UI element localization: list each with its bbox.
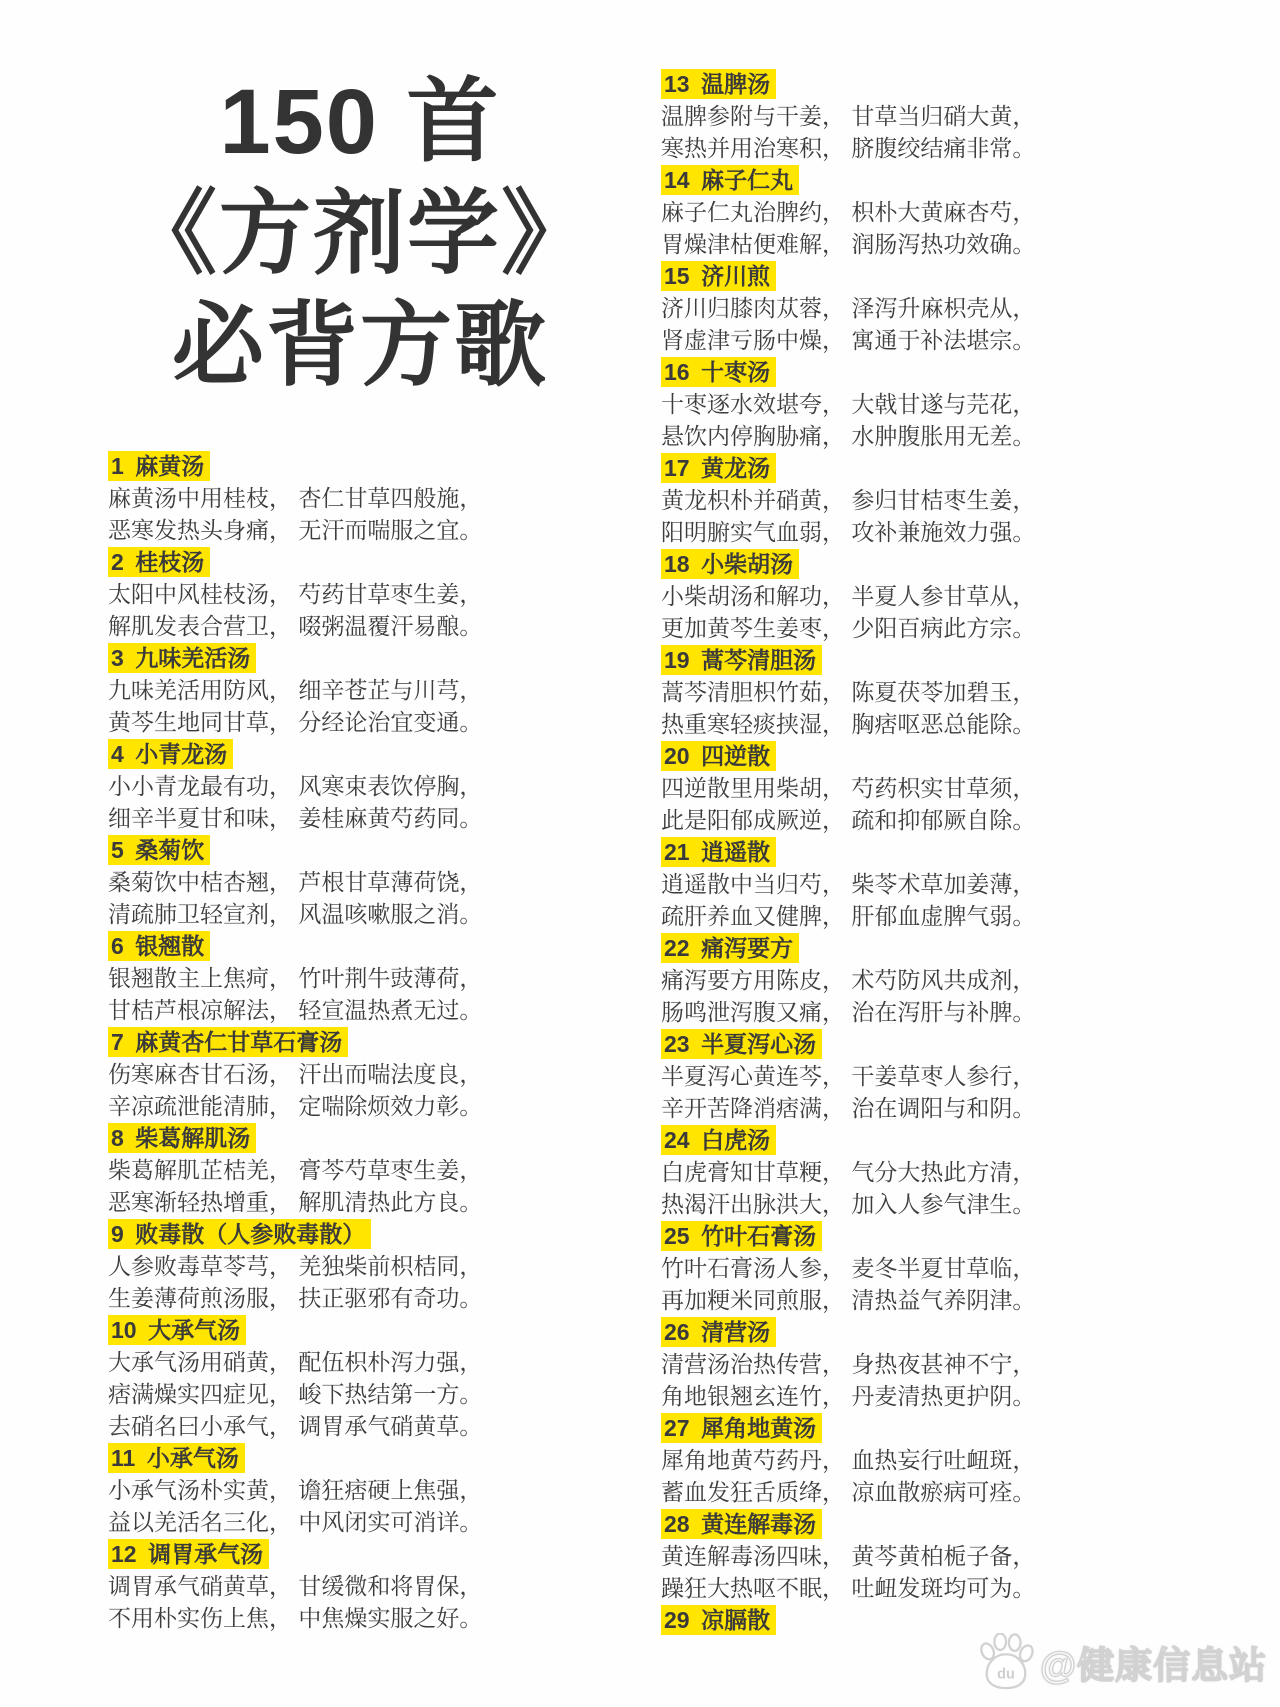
formula-verse-line: 小小青龙最有功， 风寒束表饮停胸， xyxy=(108,773,483,799)
formula-title-highlight: 15 济川煎 xyxy=(661,261,776,291)
formula-verse-line: 九味羌活用防风， 细辛苍芷与川芎， xyxy=(108,677,483,703)
formula-verse-line: 躁狂大热呕不眠， 吐衄发斑均可为。 xyxy=(661,1575,1036,1601)
left-column xyxy=(108,450,528,1634)
formula-verse-line: 恶寒发热头身痛， 无汗而喘服之宜。 xyxy=(108,517,483,543)
formula-verse-line: 黄龙枳朴并硝黄， 参归甘桔枣生姜， xyxy=(661,487,1036,513)
formula-title-row xyxy=(661,1604,1081,1636)
formula-title-row xyxy=(108,834,528,866)
watermark xyxy=(975,1633,1267,1691)
formula-title-row xyxy=(108,1026,528,1058)
formula-verse-line: 细辛半夏甘和味， 姜桂麻黄芍药同。 xyxy=(108,805,483,831)
formula-title-row xyxy=(108,1314,528,1346)
formula-entry xyxy=(108,1442,528,1538)
formula-entry xyxy=(108,1538,528,1634)
page-title-line-1: 150 首 xyxy=(219,71,501,173)
formula-verse-line: 不用朴实伤上焦， 中焦燥实服之好。 xyxy=(108,1605,483,1631)
formula-entry xyxy=(661,1508,1081,1604)
formula-title-row xyxy=(661,68,1081,100)
formula-title-highlight: 6 银翘散 xyxy=(108,931,210,961)
formula-title-highlight: 1 麻黄汤 xyxy=(108,451,210,481)
formula-title-row xyxy=(661,1028,1081,1060)
formula-title-row xyxy=(661,836,1081,868)
formula-verse-line: 悬饮内停胸胁痛， 水肿腹胀用无差。 xyxy=(661,423,1036,449)
formula-title-row xyxy=(108,738,528,770)
formula-verse-line: 寒热并用治寒积， 脐腹绞结痛非常。 xyxy=(661,135,1036,161)
paw-du-label: du xyxy=(997,1666,1015,1683)
formula-title-row xyxy=(108,1442,528,1474)
formula-title-highlight: 20 四逆散 xyxy=(661,741,776,771)
formula-verse-line: 半夏泻心黄连芩， 干姜草枣人参行， xyxy=(661,1063,1036,1089)
formula-title-highlight: 19 蒿芩清胆汤 xyxy=(661,645,822,675)
formula-title-row xyxy=(661,452,1081,484)
formula-verse-line: 辛开苦降消痞满， 治在调阳与和阴。 xyxy=(661,1095,1036,1121)
formula-entry xyxy=(661,356,1081,452)
formula-title-highlight: 25 竹叶石膏汤 xyxy=(661,1221,822,1251)
formula-title-highlight: 10 大承气汤 xyxy=(108,1315,246,1345)
formula-entry xyxy=(108,1314,528,1442)
formula-title-highlight: 2 桂枝汤 xyxy=(108,547,210,577)
page-title-line-3: 必背方歌 xyxy=(171,295,548,397)
formula-title-highlight: 24 白虎汤 xyxy=(661,1125,776,1155)
formula-verse-line: 小柴胡汤和解功， 半夏人参甘草从， xyxy=(661,583,1036,609)
formula-entry xyxy=(661,644,1081,740)
page-title xyxy=(88,66,632,402)
formula-entry xyxy=(661,1604,1081,1636)
formula-entry xyxy=(661,1412,1081,1508)
formula-verse-line: 黄芩生地同甘草， 分经论治宜变通。 xyxy=(108,709,483,735)
page-title-line-2: 《方剂学》 xyxy=(124,183,595,285)
formula-entry xyxy=(661,836,1081,932)
formula-entry xyxy=(108,1218,528,1314)
formula-verse-line: 疏肝养血又健脾， 肝郁血虚脾气弱。 xyxy=(661,903,1036,929)
formula-title-row xyxy=(661,548,1081,580)
formula-verse-line: 竹叶石膏汤人参， 麦冬半夏甘草临， xyxy=(661,1255,1036,1281)
formula-title-highlight: 14 麻子仁丸 xyxy=(661,165,799,195)
formula-verse-line: 太阳中风桂枝汤， 芍药甘草枣生姜， xyxy=(108,581,483,607)
formula-title-row xyxy=(661,356,1081,388)
formula-verse-line: 人参败毒草苓芎， 羌独柴前枳桔同， xyxy=(108,1253,483,1279)
formula-title-highlight: 16 十枣汤 xyxy=(661,357,776,387)
formula-verse-line: 犀角地黄芍药丹， 血热妄行吐衄斑， xyxy=(661,1447,1036,1473)
formula-verse-line: 肠鸣泄泻腹又痛， 治在泻肝与补脾。 xyxy=(661,999,1036,1025)
formula-entry xyxy=(661,740,1081,836)
formula-title-row xyxy=(661,1508,1081,1540)
formula-entry xyxy=(108,1026,528,1122)
right-column xyxy=(661,68,1081,1636)
formula-title-highlight: 3 九味羌活汤 xyxy=(108,643,256,673)
formula-entry xyxy=(661,1316,1081,1412)
formula-title-highlight: 4 小青龙汤 xyxy=(108,739,233,769)
formula-title-row xyxy=(661,1220,1081,1252)
formula-verse-line: 蓄血发狂舌质绛， 凉血散瘀病可痊。 xyxy=(661,1479,1036,1505)
formula-verse-line: 桑菊饮中桔杏翘， 芦根甘草薄荷饶， xyxy=(108,869,483,895)
formula-title-row xyxy=(108,450,528,482)
formula-verse-line: 再加粳米同煎服， 清热益气养阴津。 xyxy=(661,1287,1036,1313)
formula-entry xyxy=(108,834,528,930)
formula-entry xyxy=(108,546,528,642)
formula-verse-line: 麻黄汤中用桂枝， 杏仁甘草四般施， xyxy=(108,485,483,511)
formula-verse-line: 银翘散主上焦疴， 竹叶荆牛豉薄荷， xyxy=(108,965,483,991)
formula-title-highlight: 27 犀角地黄汤 xyxy=(661,1413,822,1443)
formula-entry xyxy=(108,450,528,546)
formula-title-row xyxy=(108,642,528,674)
formula-title-highlight: 8 柴葛解肌汤 xyxy=(108,1123,256,1153)
formula-title-highlight: 29 凉膈散 xyxy=(661,1605,776,1635)
formula-verse-line: 热渴汗出脉洪大， 加入人参气津生。 xyxy=(661,1191,1036,1217)
formula-verse-line: 十枣逐水效堪夸， 大戟甘遂与芫花， xyxy=(661,391,1036,417)
formula-verse-line: 恶寒渐轻热增重， 解肌清热此方良。 xyxy=(108,1189,483,1215)
formula-entry xyxy=(661,452,1081,548)
formula-title-highlight: 5 桑菊饮 xyxy=(108,835,210,865)
formula-title-row xyxy=(661,164,1081,196)
formula-title-row xyxy=(661,260,1081,292)
formula-verse-line: 解肌发表合营卫， 啜粥温覆汗易酿。 xyxy=(108,613,483,639)
formula-title-row xyxy=(661,1412,1081,1444)
formula-verse-line: 大承气汤用硝黄， 配伍枳朴泻力强， xyxy=(108,1349,483,1375)
formula-title-highlight: 22 痛泻要方 xyxy=(661,933,799,963)
formula-verse-line: 逍遥散中当归芍， 柴苓术草加姜薄， xyxy=(661,871,1036,897)
formula-entry xyxy=(661,932,1081,1028)
formula-verse-line: 清疏肺卫轻宣剂， 风温咳嗽服之消。 xyxy=(108,901,483,927)
formula-title-highlight: 12 调胃承气汤 xyxy=(108,1539,269,1569)
formula-entry xyxy=(661,260,1081,356)
formula-verse-line: 柴葛解肌芷桔羌， 膏芩芍草枣生姜， xyxy=(108,1157,483,1183)
formula-verse-line: 辛凉疏泄能清肺， 定喘除烦效力彰。 xyxy=(108,1093,483,1119)
formula-title-highlight: 17 黄龙汤 xyxy=(661,453,776,483)
formula-verse-line: 胃燥津枯便难解， 润肠泻热功效确。 xyxy=(661,231,1036,257)
formula-entry xyxy=(661,68,1081,164)
formula-entry xyxy=(108,930,528,1026)
formula-title-highlight: 9 败毒散（人参败毒散） xyxy=(108,1219,371,1249)
formula-entry xyxy=(661,1028,1081,1124)
formula-verse-line: 伤寒麻杏甘石汤， 汗出而喘法度良， xyxy=(108,1061,483,1087)
formula-verse-line: 肾虚津亏肠中燥， 寓通于补法堪宗。 xyxy=(661,327,1036,353)
formula-verse-line: 白虎膏知甘草粳， 气分大热此方清， xyxy=(661,1159,1036,1185)
formula-verse-line: 四逆散里用柴胡， 芍药枳实甘草须， xyxy=(661,775,1036,801)
formula-verse-line: 甘桔芦根凉解法， 轻宣温热煮无过。 xyxy=(108,997,483,1023)
formula-entry xyxy=(108,738,528,834)
formula-title-row xyxy=(108,1538,528,1570)
watermark-text: @健康信息站 xyxy=(1040,1645,1268,1686)
formula-verse-line: 阳明腑实气血弱， 攻补兼施效力强。 xyxy=(661,519,1036,545)
formula-verse-line: 更加黄芩生姜枣， 少阳百病此方宗。 xyxy=(661,615,1036,641)
formula-title-row xyxy=(661,1316,1081,1348)
formula-entry xyxy=(108,642,528,738)
formula-entry xyxy=(108,1122,528,1218)
formula-verse-line: 麻子仁丸治脾约， 枳朴大黄麻杏芍， xyxy=(661,199,1036,225)
formula-title-row xyxy=(661,1124,1081,1156)
baidu-paw-du-icon xyxy=(975,1633,1037,1691)
formula-title-row xyxy=(108,930,528,962)
formula-entry xyxy=(661,1220,1081,1316)
formula-title-highlight: 13 温脾汤 xyxy=(661,69,776,99)
formula-title-highlight: 11 小承气汤 xyxy=(108,1443,245,1473)
formula-verse-line: 温脾参附与干姜， 甘草当归硝大黄， xyxy=(661,103,1036,129)
formula-verse-line: 济川归膝肉苁蓉， 泽泻升麻枳壳从， xyxy=(661,295,1036,321)
formula-verse-line: 黄连解毒汤四味， 黄芩黄柏栀子备， xyxy=(661,1543,1036,1569)
formula-title-highlight: 21 逍遥散 xyxy=(661,837,776,867)
formula-verse-line: 痞满燥实四症见， 峻下热结第一方。 xyxy=(108,1381,483,1407)
formula-title-row xyxy=(108,1218,528,1250)
formula-verse-line: 热重寒轻痰挟湿， 胸痞呕恶总能除。 xyxy=(661,711,1036,737)
formula-title-highlight: 28 黄连解毒汤 xyxy=(661,1509,822,1539)
formula-verse-line: 清营汤治热传营， 身热夜甚神不宁， xyxy=(661,1351,1036,1377)
formula-verse-line: 益以羌活名三化， 中风闭实可消详。 xyxy=(108,1509,483,1535)
formula-title-row xyxy=(108,1122,528,1154)
formula-verse-line: 生姜薄荷煎汤服， 扶正驱邪有奇功。 xyxy=(108,1285,483,1311)
formula-title-highlight: 23 半夏泻心汤 xyxy=(661,1029,822,1059)
formula-title-row xyxy=(661,644,1081,676)
formula-verse-line: 调胃承气硝黄草， 甘缓微和将胃保， xyxy=(108,1573,483,1599)
formula-title-highlight: 18 小柴胡汤 xyxy=(661,549,799,579)
formula-verse-line: 蒿芩清胆枳竹茹， 陈夏茯苓加碧玉， xyxy=(661,679,1036,705)
formula-verse-line: 去硝名曰小承气， 调胃承气硝黄草。 xyxy=(108,1413,483,1439)
formula-verse-line: 此是阳郁成厥逆， 疏和抑郁厥自除。 xyxy=(661,807,1036,833)
formula-entry xyxy=(661,548,1081,644)
formula-title-highlight: 7 麻黄杏仁甘草石膏汤 xyxy=(108,1027,348,1057)
formula-title-highlight: 26 清营汤 xyxy=(661,1317,776,1347)
formula-verse-line: 小承气汤朴实黄， 谵狂痞硬上焦强， xyxy=(108,1477,483,1503)
formula-title-row xyxy=(661,740,1081,772)
formula-entry xyxy=(661,164,1081,260)
formula-verse-line: 角地银翘玄连竹， 丹麦清热更护阴。 xyxy=(661,1383,1036,1409)
formula-title-row xyxy=(661,932,1081,964)
formula-title-row xyxy=(108,546,528,578)
formula-entry xyxy=(661,1124,1081,1220)
formula-verse-line: 痛泻要方用陈皮， 术芍防风共成剂， xyxy=(661,967,1036,993)
